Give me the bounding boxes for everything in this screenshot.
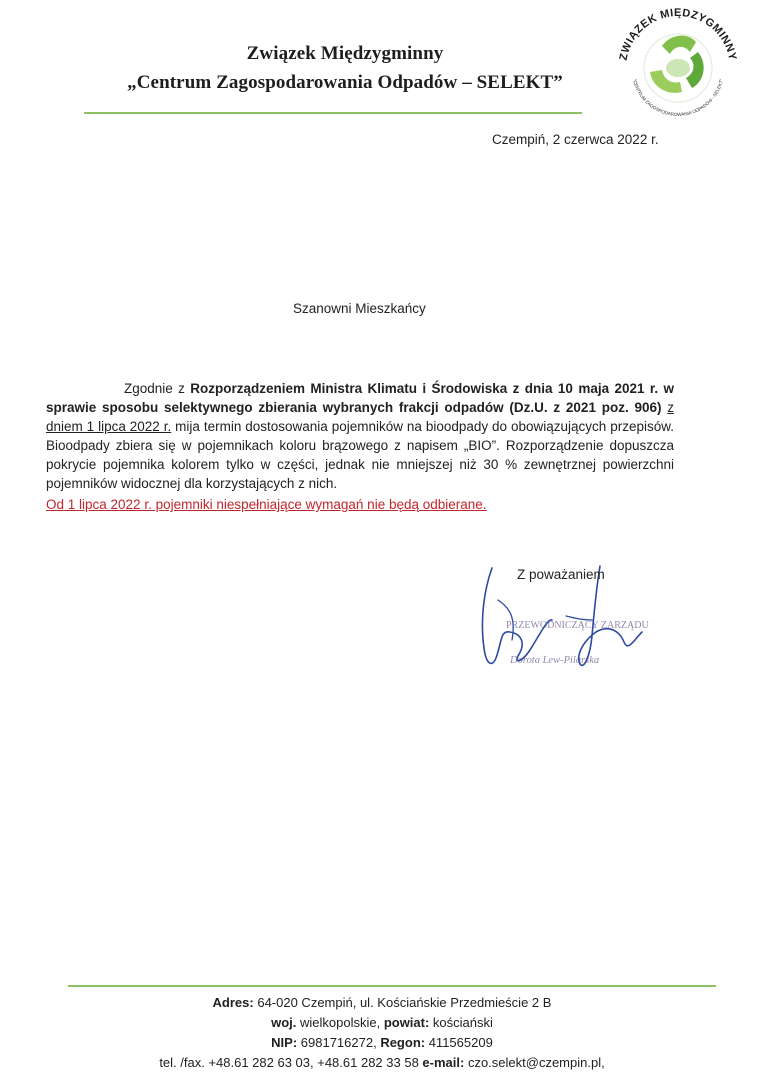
regon-label: Regon: [380,1035,426,1050]
footer-phone-email [82,1053,682,1073]
regon-value: 411565209 [425,1035,493,1050]
footer-divider [68,985,716,987]
voivodeship-value: wielkopolskie, [296,1015,384,1030]
address-value: 64-020 Czempiń, ul. Kościańskie Przedmieście 2 B [253,995,552,1010]
body-text-rest: mija termin dostosowania pojemników na bioodpady do obowiązujących przepisów. Bioodpady zbiera się w pojemnikach koloru brązowego z napisem „BIO”. Rozporządzenie dopuszcza pokrycie pojemnika kolorem tylko w części, jednak nie mniejszej niż 30 % zewnętrznej powierzchni pojemników widocznej dla korzystających z nich. [46,419,674,491]
email-label: e-mail: [422,1055,465,1070]
regulation-reference: Rozporządzeniem Ministra Klimatu i Środowiska z dnia 10 maja 2021 r. w sprawie sposobu selektywnego zbierania wybranych frakcji odpadów (Dz.U. z 2021 poz. 906) [46,381,674,415]
organization-full-name: „Centrum Zagospodarowania Odpadów – SELEKT” [127,72,563,93]
nip-value: 6981716272, [297,1035,381,1050]
county-value: kościański [429,1015,493,1030]
footer-region [82,1013,682,1033]
selekt-logo-icon [604,8,752,116]
stamp-title: PRZEWODNICZĄCY ZARZĄDU [506,620,649,631]
voivodeship-label: woj. [271,1015,297,1030]
footer-address [82,993,682,1013]
phone-value: tel. /fax. +48.61 282 63 03, +48.61 282 33 58 [159,1055,423,1070]
nip-label: NIP: [271,1035,298,1050]
email-value: czo.selekt@czempin.pl, [464,1055,605,1070]
footer-ids [82,1033,682,1053]
body-text-intro: Zgodnie z [124,381,191,396]
logo-text-bottom: "CENTRUM ZAGOSPODAROWANIA ODPADÓW - SELEKT" [631,78,725,116]
header-divider [84,112,582,114]
effective-date: z dniem 1 lipca 2022 r. [46,400,674,434]
letter-date: Czempiń, 2 czerwca 2022 r. [492,132,659,147]
logo-text-top: ZWIĄZEK MIĘDZYGMINNY [617,8,739,62]
letter-body [46,379,674,493]
closing-regards: Z poważaniem [517,567,605,582]
salutation: Szanowni Mieszkańcy [293,301,426,316]
stamp-name: Dorota Lew-Pilarska [510,655,600,666]
body-paragraph [46,379,674,493]
svg-text:ZWIĄZEK MIĘDZYGMINNY [618,8,739,62]
county-label: powiat: [383,1015,430,1030]
deadline-notice: Od 1 lipca 2022 r. pojemniki niespełniające wymagań nie będą odbierane. [46,497,487,512]
address-label: Adres: [212,995,254,1010]
organization-name: Związek Międzygminny [246,43,444,64]
footer-contact [82,993,682,1073]
